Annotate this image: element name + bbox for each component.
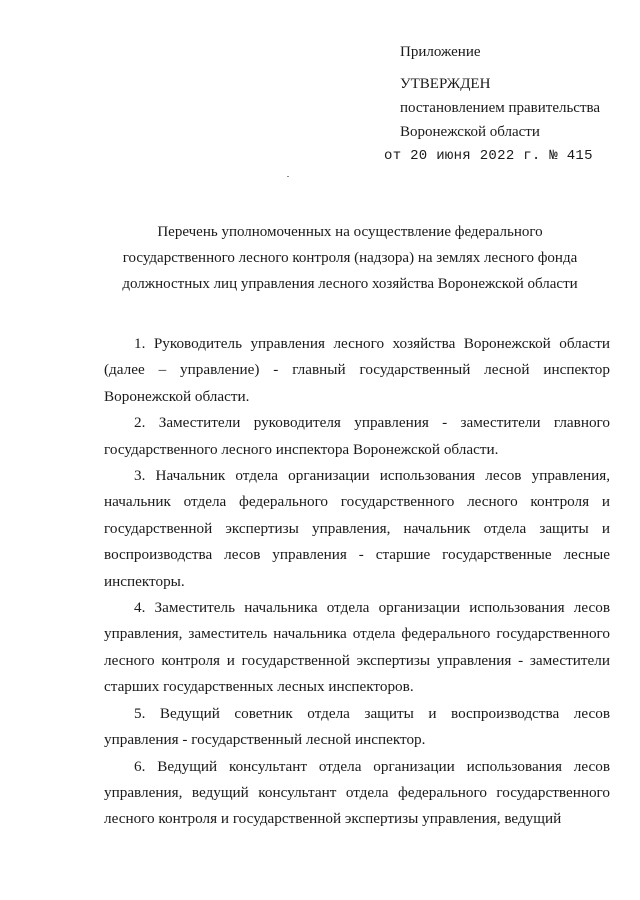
list-item-5: 5. Ведущий советник отдела защиты и воспроизводства лесов управления - государственный лесной инспектор. [104, 704, 610, 749]
list-item-1: 1. Руководитель управления лесного хозяйства Воронежской области (далее – управление) - главный государственный лесной инспектор Воронежской области. [104, 335, 610, 405]
region-label: Воронежской области [400, 124, 540, 140]
title-line-3: должностных лиц управления лесного хозяйства Воронежской области [122, 276, 578, 292]
approval-stamp [384, 40, 609, 168]
list-item-3: 3. Начальник отдела организации использования лесов управления, начальник отдела федерального государственного лесного контроля и государственной экспертизы управления, начальник отдела защиты и воспроизводства лесов управления - старшие государственные лесные инспекторы. [104, 467, 610, 590]
title-line-1: Перечень уполномоченных на осуществление федерального [157, 224, 543, 240]
approved-label: УТВЕРЖДЕН [400, 76, 491, 92]
list-item-2: 2. Заместители руководителя управления - заместители главного государственного лесного инспектора Воронежской области. [104, 414, 610, 458]
list-item-4: 4. Заместитель начальника отдела организации использования лесов управления, заместитель начальника отдела федерального государственного лесного контроля и государственной экспертизы управления - заместители старших государственных лесных инспекторов. [104, 599, 610, 696]
document-title [100, 219, 600, 297]
appendix-label: Приложение [400, 44, 481, 60]
title-line-2: государственного лесного контроля (надзора) на землях лесного фонда [122, 250, 578, 266]
document-body [104, 331, 610, 833]
list-item-6: 6. Ведущий консультант отдела организации использования лесов управления, ведущий консультант отдела федерального государственного лесного контроля и государственной экспертизы управления, ведущий [104, 757, 610, 828]
decree-label: постановлением правительства [400, 100, 601, 116]
decree-date-number: от 20 июня 2022 г. № 415 [384, 148, 593, 164]
scan-speck [287, 176, 289, 177]
